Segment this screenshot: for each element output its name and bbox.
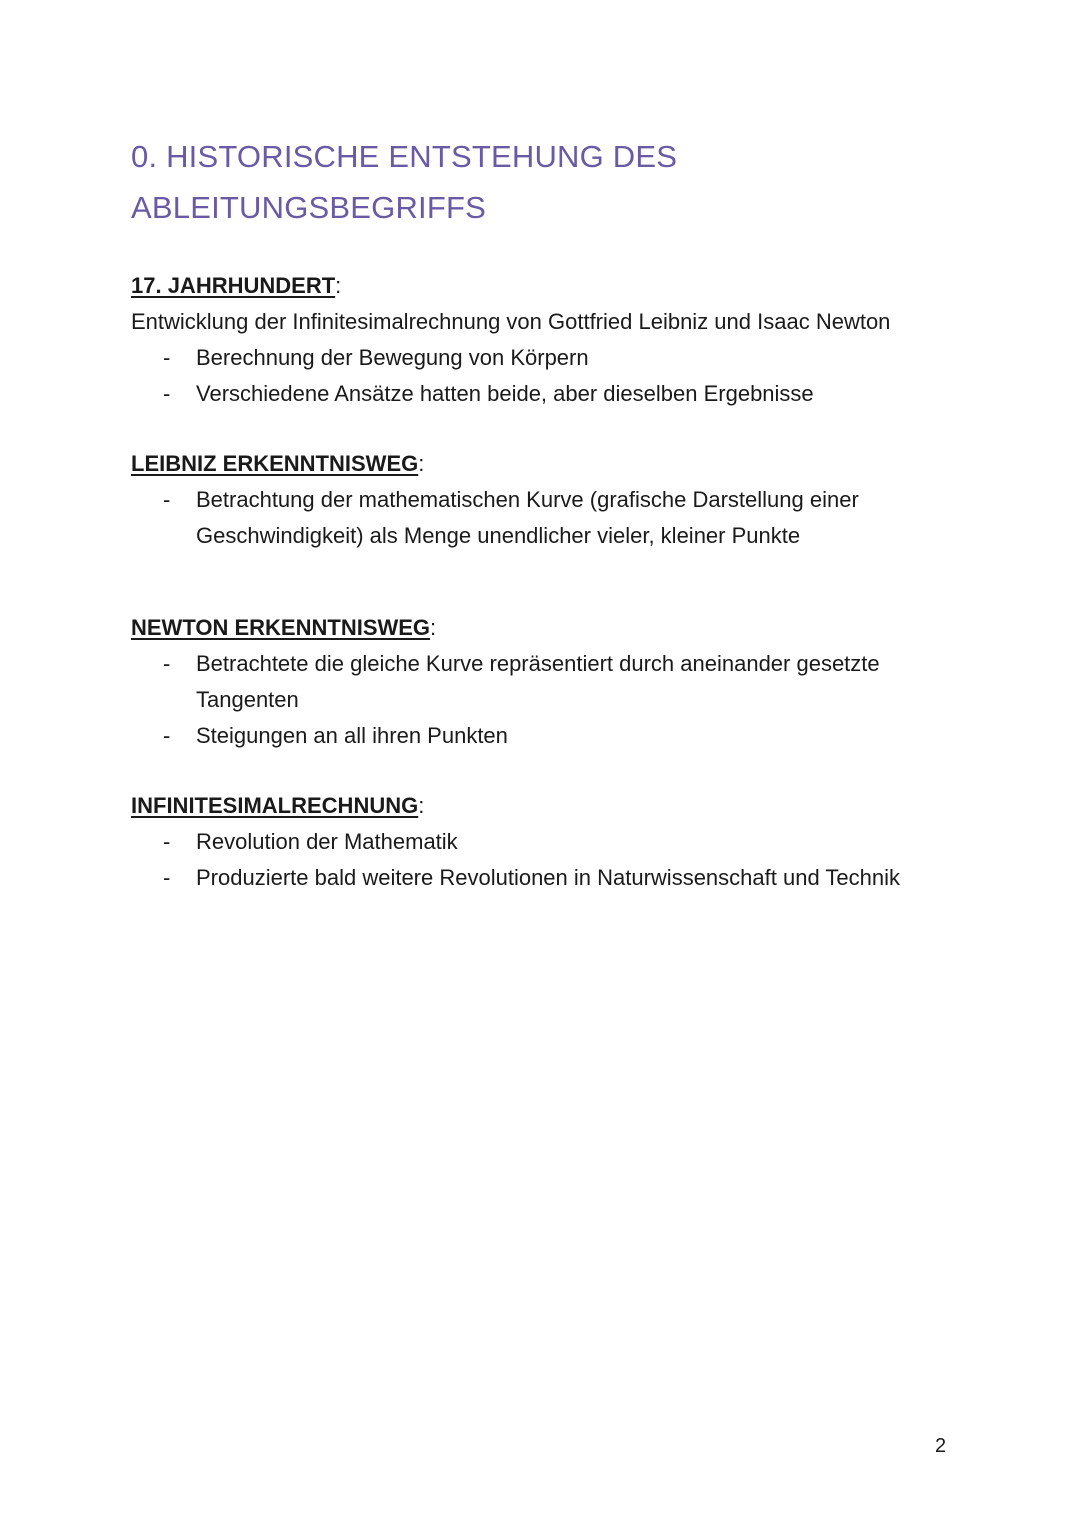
bullet-list	[131, 482, 991, 554]
bullet-dash: -	[163, 381, 171, 406]
page-title-line-1: 0. HISTORISCHE ENTSTEHUNG DES	[131, 139, 678, 174]
list-item	[131, 340, 936, 376]
section-heading	[131, 446, 991, 482]
page-title-line-2: ABLEITUNGSBEGRIFFS	[131, 190, 486, 225]
list-item	[131, 860, 936, 896]
section-heading-text: LEIBNIZ ERKENNTNISWEG	[131, 451, 419, 476]
list-item-text: Steigungen an all ihren Punkten	[196, 723, 508, 748]
bullet-dash: -	[163, 865, 171, 890]
section-heading-text: 17. JAHRHUNDERT	[131, 273, 336, 298]
bullet-list	[131, 340, 991, 412]
section-heading-text: NEWTON ERKENNTNISWEG	[131, 615, 431, 640]
list-item	[131, 482, 936, 554]
bullet-list	[131, 824, 991, 896]
section-heading	[131, 788, 991, 824]
bullet-dash: -	[163, 487, 171, 512]
list-item-text: Verschiedene Ansätze hatten beide, aber dieselben Ergebnisse	[196, 381, 814, 406]
section-infinitesimalrechnung	[131, 788, 991, 896]
section-heading-text: INFINITESIMALRECHNUNG	[131, 793, 419, 818]
section-17-jahrhundert	[131, 268, 991, 412]
list-item-text: Produzierte bald weitere Revolutionen in Naturwissenschaft und Technik	[196, 865, 900, 890]
list-item-text: Berechnung der Bewegung von Körpern	[196, 345, 589, 370]
bullet-list	[131, 646, 991, 754]
page-title	[131, 131, 951, 233]
bullet-dash: -	[163, 829, 171, 854]
bullet-dash: -	[163, 345, 171, 370]
section-intro: Entwicklung der Infinitesimalrechnung von Gottfried Leibniz und Isaac Newton	[131, 309, 891, 334]
section-leibniz-erkenntnisweg	[131, 446, 991, 554]
heading-colon: :	[430, 615, 437, 640]
list-item	[131, 646, 936, 718]
bullet-dash: -	[163, 723, 171, 748]
heading-colon: :	[418, 451, 425, 476]
section-heading	[131, 268, 991, 304]
list-item-text: Betrachtung der mathematischen Kurve (grafische Darstellung einer Geschwindigkeit) als Menge unendlicher vieler, kleiner Punkte	[196, 487, 859, 548]
heading-colon: :	[335, 273, 342, 298]
bullet-dash: -	[163, 651, 171, 676]
list-item	[131, 824, 936, 860]
section-heading	[131, 610, 991, 646]
list-item-text: Revolution der Mathematik	[196, 829, 458, 854]
page-number: 2	[935, 1435, 947, 1457]
list-item	[131, 376, 936, 412]
list-item	[131, 718, 936, 754]
heading-colon: :	[418, 793, 425, 818]
section-newton-erkenntnisweg	[131, 610, 991, 754]
list-item-text: Betrachtete die gleiche Kurve repräsentiert durch aneinander gesetzte Tangenten	[196, 651, 880, 712]
